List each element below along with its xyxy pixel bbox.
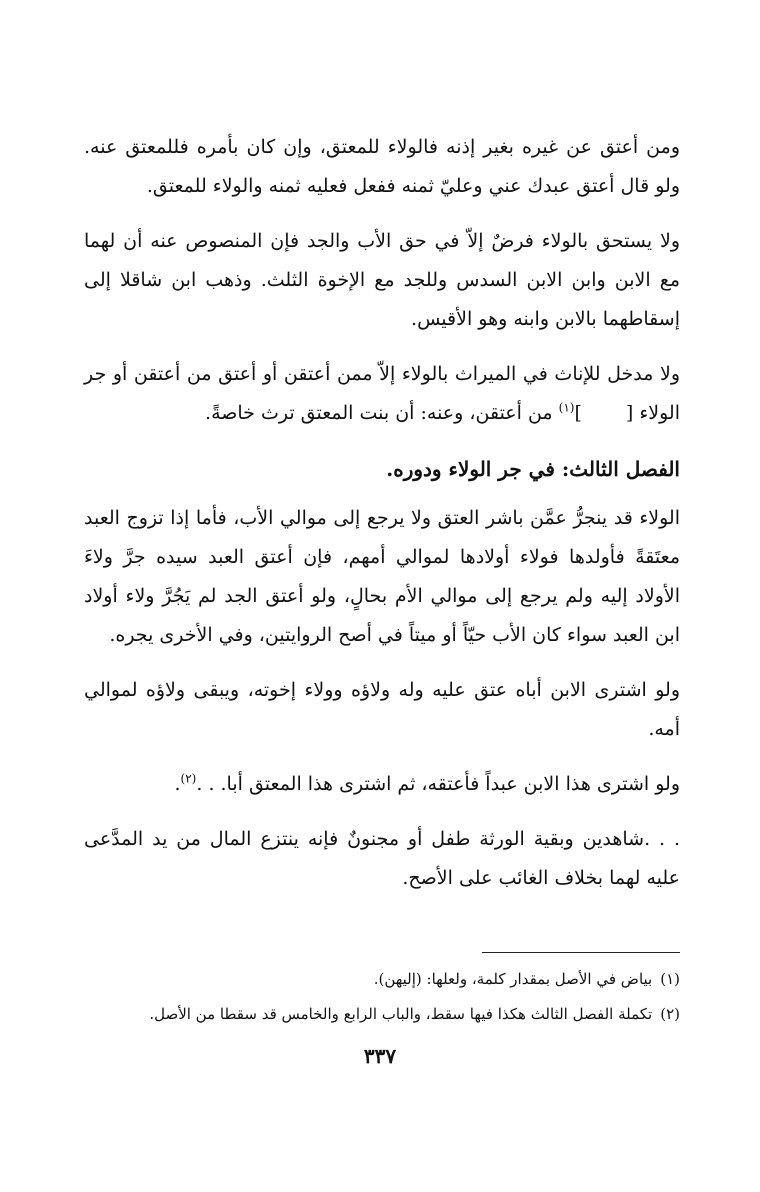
footnotes — [84, 962, 680, 1032]
footnote-2-text: تكملة الفصل الثالث هكذا فيها سقط، والباب الرابع والخامس قد سقطا من الأصل. — [149, 1005, 653, 1023]
footnote-2-number: (٢) — [660, 1005, 680, 1023]
paragraph-3 — [84, 355, 680, 433]
footnote-1-text: بياض في الأصل بمقدار كلمة، ولعلها: (إليهن). — [373, 970, 653, 988]
footnote-ref-1[interactable]: (١) — [558, 400, 575, 415]
paragraph-6: ولو اشترى الابن أباه عتق عليه وله ولاؤه وولاء إخوته، ويبقى ولاؤه لموالي أمه. — [84, 679, 680, 740]
paragraph-3-text: ولا مدخل للإناث في الميراث بالولاء إلاّ ممن أعتقن أو أعتق من أعتقن أو جر الولاء [ — [84, 363, 680, 424]
section-heading-label: الفصل الثالث: — [561, 457, 680, 481]
paragraph-7-text: ولو اشترى هذا الابن عبداً فأعتقه، ثم اشترى هذا المعتق أبا. . . — [196, 773, 680, 795]
paragraph-2: ولا يستحق بالولاء فرضٌ إلاّ في حق الأب والجد فإن المنصوص عنه أن لهما مع الابن وابن الابن السدس وللجد مع الإخوة الثلث. وذهب ابن شاقلا إلى إسقاطهما بالابن وابنه وهو الأقيس. — [84, 230, 680, 330]
page-body — [84, 128, 680, 916]
footnote-divider — [482, 952, 680, 953]
footnote-ref-2[interactable]: (٢) — [180, 771, 197, 786]
paragraph-3-bracket-close: ] — [574, 402, 582, 424]
section-heading — [84, 449, 680, 489]
footnote-1 — [84, 962, 680, 997]
paragraph-7 — [84, 765, 680, 804]
paragraph-7-end: . — [174, 773, 181, 795]
footnote-1-number: (١) — [660, 970, 680, 988]
paragraph-5: الولاء قد ينجرُّ عمَّن باشر العتق ولا يرجع إلى موالي الأب، فأما إذا تزوج العبد معتَقةً فأولدها فولاء أولادها لموالي أمهم، فإن أعتق العبد سيده جرَّ ولاءَ الأولاد إليه ولم يرجع إلى موالي الأم بحالٍ، ولو أعتق الجد لم يَجُرَّ ولاء أولاد ابن العبد سواء كان الأب حيّاً أو ميتاً في أصح الروايتين، وفي الأخرى يجره. — [84, 507, 680, 646]
page-number: ٣٣٧ — [363, 1044, 397, 1068]
footnote-2 — [84, 997, 680, 1032]
paragraph-3-rest: من أعتقن، وعنه: أن بنت المعتق ترث خاصةً. — [205, 402, 559, 424]
section-heading-title: في جر الولاء ودوره. — [386, 457, 562, 481]
paragraph-1: ومن أعتق عن غيره بغير إذنه فالولاء للمعتق، وإن كان بأمره فللمعتق عنه. ولو قال أعتق عبدك عني وعليّ ثمنه ففعل فعليه ثمنه والولاء للمعتق. — [84, 136, 680, 197]
paragraph-8: . . .شاهدين وبقية الورثة طفل أو مجنونٌ فإنه ينتزع المال من يد المدَّعى عليه لهما بخلاف الغائب على الأصح. — [84, 828, 680, 889]
